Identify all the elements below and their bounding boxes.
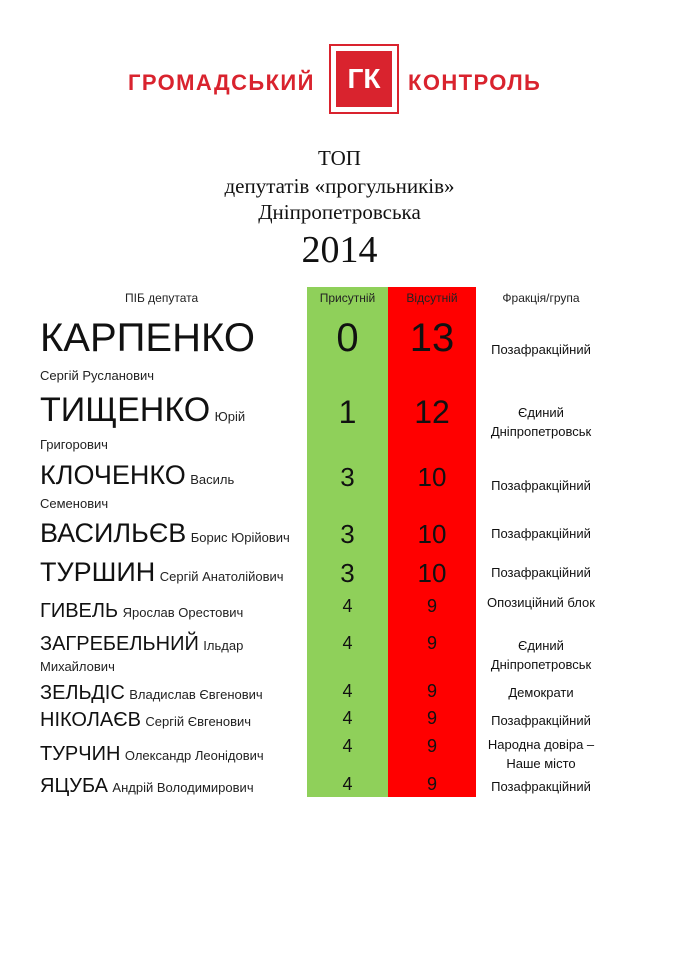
absent-count: 9 [426, 736, 437, 756]
deputy-given-name: Андрій Володимирович [112, 780, 254, 795]
absent-count: 10 [417, 462, 447, 492]
deputy-given-name: Сергій Русланович [40, 368, 155, 383]
table-row-name [40, 391, 245, 430]
deputy-surname: ТУРШИН [40, 557, 156, 587]
present-count: 4 [342, 708, 353, 728]
absent-count: 9 [426, 596, 437, 616]
table-row-name [40, 775, 254, 798]
title-line-2: депутатів «прогульників» [224, 174, 455, 198]
deputy-surname: ЗАГРЕБЕЛЬНИЙ [40, 633, 199, 655]
header-name: ПІБ депутата [125, 291, 199, 305]
table-row-name [40, 633, 243, 656]
faction-label: Демократи [508, 685, 574, 700]
present-count: 4 [342, 681, 353, 701]
table-row-name [40, 460, 234, 491]
table-row-name [40, 518, 290, 549]
deputy-surname: КЛОЧЕНКО [40, 460, 186, 490]
deputy-surname: ЯЦУБА [40, 775, 108, 797]
absent-count: 9 [426, 633, 437, 653]
absent-count: 9 [426, 708, 437, 728]
deputy-given-name: Сергій Анатолійович [159, 569, 284, 584]
deputy-given-name: Юрій [214, 409, 246, 424]
logo [0, 44, 679, 116]
faction-label: Народна довіра – Наше місто [487, 737, 595, 771]
present-count: 4 [342, 633, 353, 653]
logo-box [329, 44, 399, 114]
faction-label: Позафракційний [491, 565, 591, 580]
present-count: 1 [338, 394, 357, 430]
header-present: Присутній [319, 291, 376, 305]
absent-count: 9 [426, 774, 437, 794]
deputy-given-name: Василь [190, 472, 235, 487]
table-row-name [40, 709, 251, 732]
logo-box-text: ГК [336, 51, 392, 107]
deputy-surname: ГИВЕЛЬ [40, 600, 119, 622]
table-row-name [40, 600, 243, 623]
table-row-name [40, 316, 255, 361]
deputy-given-name: Ільдар [203, 638, 244, 653]
faction-label: Опозиційний блок [487, 595, 595, 610]
deputy-surname: КАРПЕНКО [40, 316, 255, 360]
faction-label: Позафракційний [491, 713, 591, 728]
present-count: 4 [342, 596, 353, 616]
absent-count: 9 [426, 681, 437, 701]
deputy-given-name: Сергій Євгенович [145, 714, 252, 729]
present-count: 3 [340, 519, 355, 549]
present-count: 0 [336, 316, 359, 360]
deputy-surname: ЗЕЛЬДІС [40, 682, 125, 704]
title-line-1: ТОП [318, 146, 361, 170]
title-line-3: Дніпропетровська [258, 200, 421, 224]
deputy-surname: ВАСИЛЬЄВ [40, 518, 187, 548]
title-year: 2014 [301, 229, 378, 271]
present-count: 3 [340, 558, 355, 588]
deputy-surname: ТУРЧИН [40, 743, 121, 765]
header-absent: Відсутній [406, 291, 458, 305]
present-count: 4 [342, 774, 353, 794]
deputy-given-name: Борис Юрійович [190, 530, 290, 545]
present-count: 4 [342, 736, 353, 756]
faction-label: Позафракційний [491, 342, 591, 357]
deputy-given-name: Владислав Євгенович [129, 687, 263, 702]
deputy-given-name: Ярослав Орестович [122, 605, 244, 620]
deputy-surname: НІКОЛАЄВ [40, 709, 141, 731]
absent-count: 10 [417, 519, 447, 549]
logo-right-text: КОНТРОЛЬ [408, 70, 542, 95]
faction-label: Позафракційний [491, 779, 591, 794]
absent-count: 13 [409, 316, 455, 360]
faction-label: Позафракційний [491, 526, 591, 541]
table-row-name [40, 682, 263, 705]
deputy-patronymic: Михайлович [40, 659, 115, 674]
header-faction: Фракція/група [502, 291, 580, 305]
deputy-surname: ТИЩЕНКО [40, 391, 211, 429]
deputy-given-name: Олександр Леонідович [124, 748, 264, 763]
table-row-name [40, 743, 264, 766]
present-count: 3 [340, 462, 355, 492]
table-row-name [40, 557, 284, 588]
logo-left-text: ГРОМАДСЬКИЙ [128, 70, 315, 95]
faction-label: Єдиний Дніпропетровськ [490, 405, 592, 439]
faction-label: Позафракційний [491, 478, 591, 493]
deputy-patronymic: Григорович [40, 437, 108, 452]
absent-count: 10 [417, 558, 447, 588]
deputy-patronymic: Семенович [40, 496, 109, 511]
faction-label: Єдиний Дніпропетровськ [490, 638, 592, 672]
absent-count: 12 [414, 394, 450, 430]
